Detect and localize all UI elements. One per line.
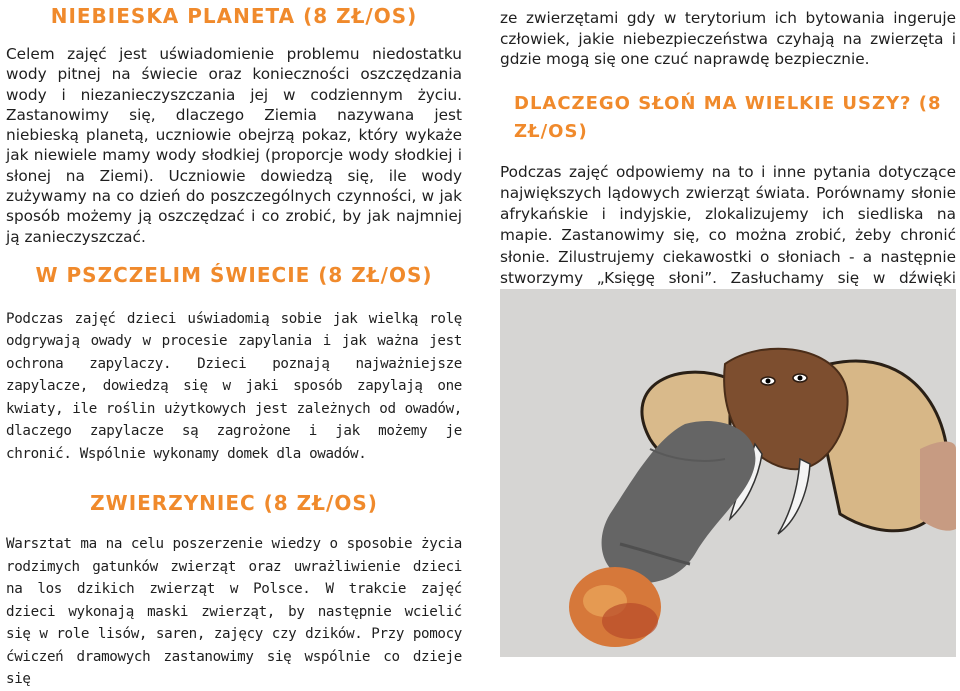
section-title-niebieska-planeta: NIEBIESKA PLANETA (8 ZŁ/OS) <box>50 4 418 28</box>
right-column <box>500 0 956 332</box>
section-title-slon: DLACZEGO SŁOŃ MA WIELKIE USZY? (8 ZŁ/OS) <box>514 92 942 142</box>
section-body-slon: Podczas zajęć odpowiemy na to i inne pytania dotyczące największych lądowych zwierząt świata. Porównamy słonie afrykańskie i indyjskie, zlokalizujemy ich siedliska na mapie. Zastanowimy się, co można zrobić, żeby chronić słonie. Zilustrujemy ciekawostki o słoniach - a następnie stworzymy „Księgę słoni”. Zasłuchamy się w dźwięki <box>500 162 956 287</box>
section-title-zwierzyniec: ZWIERZYNIEC (8 ZŁ/OS) <box>90 491 378 516</box>
elephant-puppet-photo <box>500 289 956 657</box>
continuation-text: ze zwierzętami gdy w terytorium ich bytowania ingeruje człowiek, jakie niebezpieczeństwa czyhają na zwierzęta i gdzie mogą się one czuć naprawdę bezpiecznie. <box>500 9 956 68</box>
section-body-niebieska-planeta: Celem zajęć jest uświadomienie problemu niedostatku wody pitnej na świecie oraz konieczności oszczędzania wody i niezanieczyszczania jej w codziennym życiu. Zastanowimy się, dlaczego Ziemia nazywana jest niebieską planetą, uczniowie obejrzą pokaz, który wykaże jak niewiele mamy wody słodkiej (proporcje wody słodkiej i słonej na Ziemi). Uczniowie dowiedzą się, ile wody zużywamy na co dzień do poszczególnych czynności, w jak sposób możemy ją oszczędzać i co zrobić, by jak najmniej ją zanieczyszczać. <box>6 45 462 246</box>
section-body-pszczeli-swiat: Podczas zajęć dzieci uświadomią sobie jak wielką rolę odgrywają owady w procesie zapylania i jak ważna jest ochrona zapylaczy. Dzieci poznają najważniejsze zapylacze, dowiedzą się w jaki sposób zapylają one kwiaty, ile roślin użytkowych jest zależnych od owadów, dlaczego zapylacze są zagrożone i jak możemy je chronić. Wspólnie wykonamy domek dla owadów. <box>6 310 462 462</box>
section-body-zwierzyniec: Warsztat ma na celu poszerzenie wiedzy o sposobie życia rodzimych gatunków zwierząt oraz uwrażliwienie dzieci na los dzikich zwierząt w Polsce. W trakcie zajęć dzieci wykonają maski zwierząt, by następnie wcielić się w role lisów, saren, zajęcy czy dzików. Przy pomocy ćwiczeń dramowych zastanowimy się wspólnie co dzieje się <box>6 536 462 688</box>
left-column <box>6 0 462 691</box>
elephant-puppet-illustration <box>500 289 956 657</box>
section-title-pszczeli-swiat: W PSZCZELIM ŚWIECIE (8 ZŁ/OS) <box>35 262 433 287</box>
